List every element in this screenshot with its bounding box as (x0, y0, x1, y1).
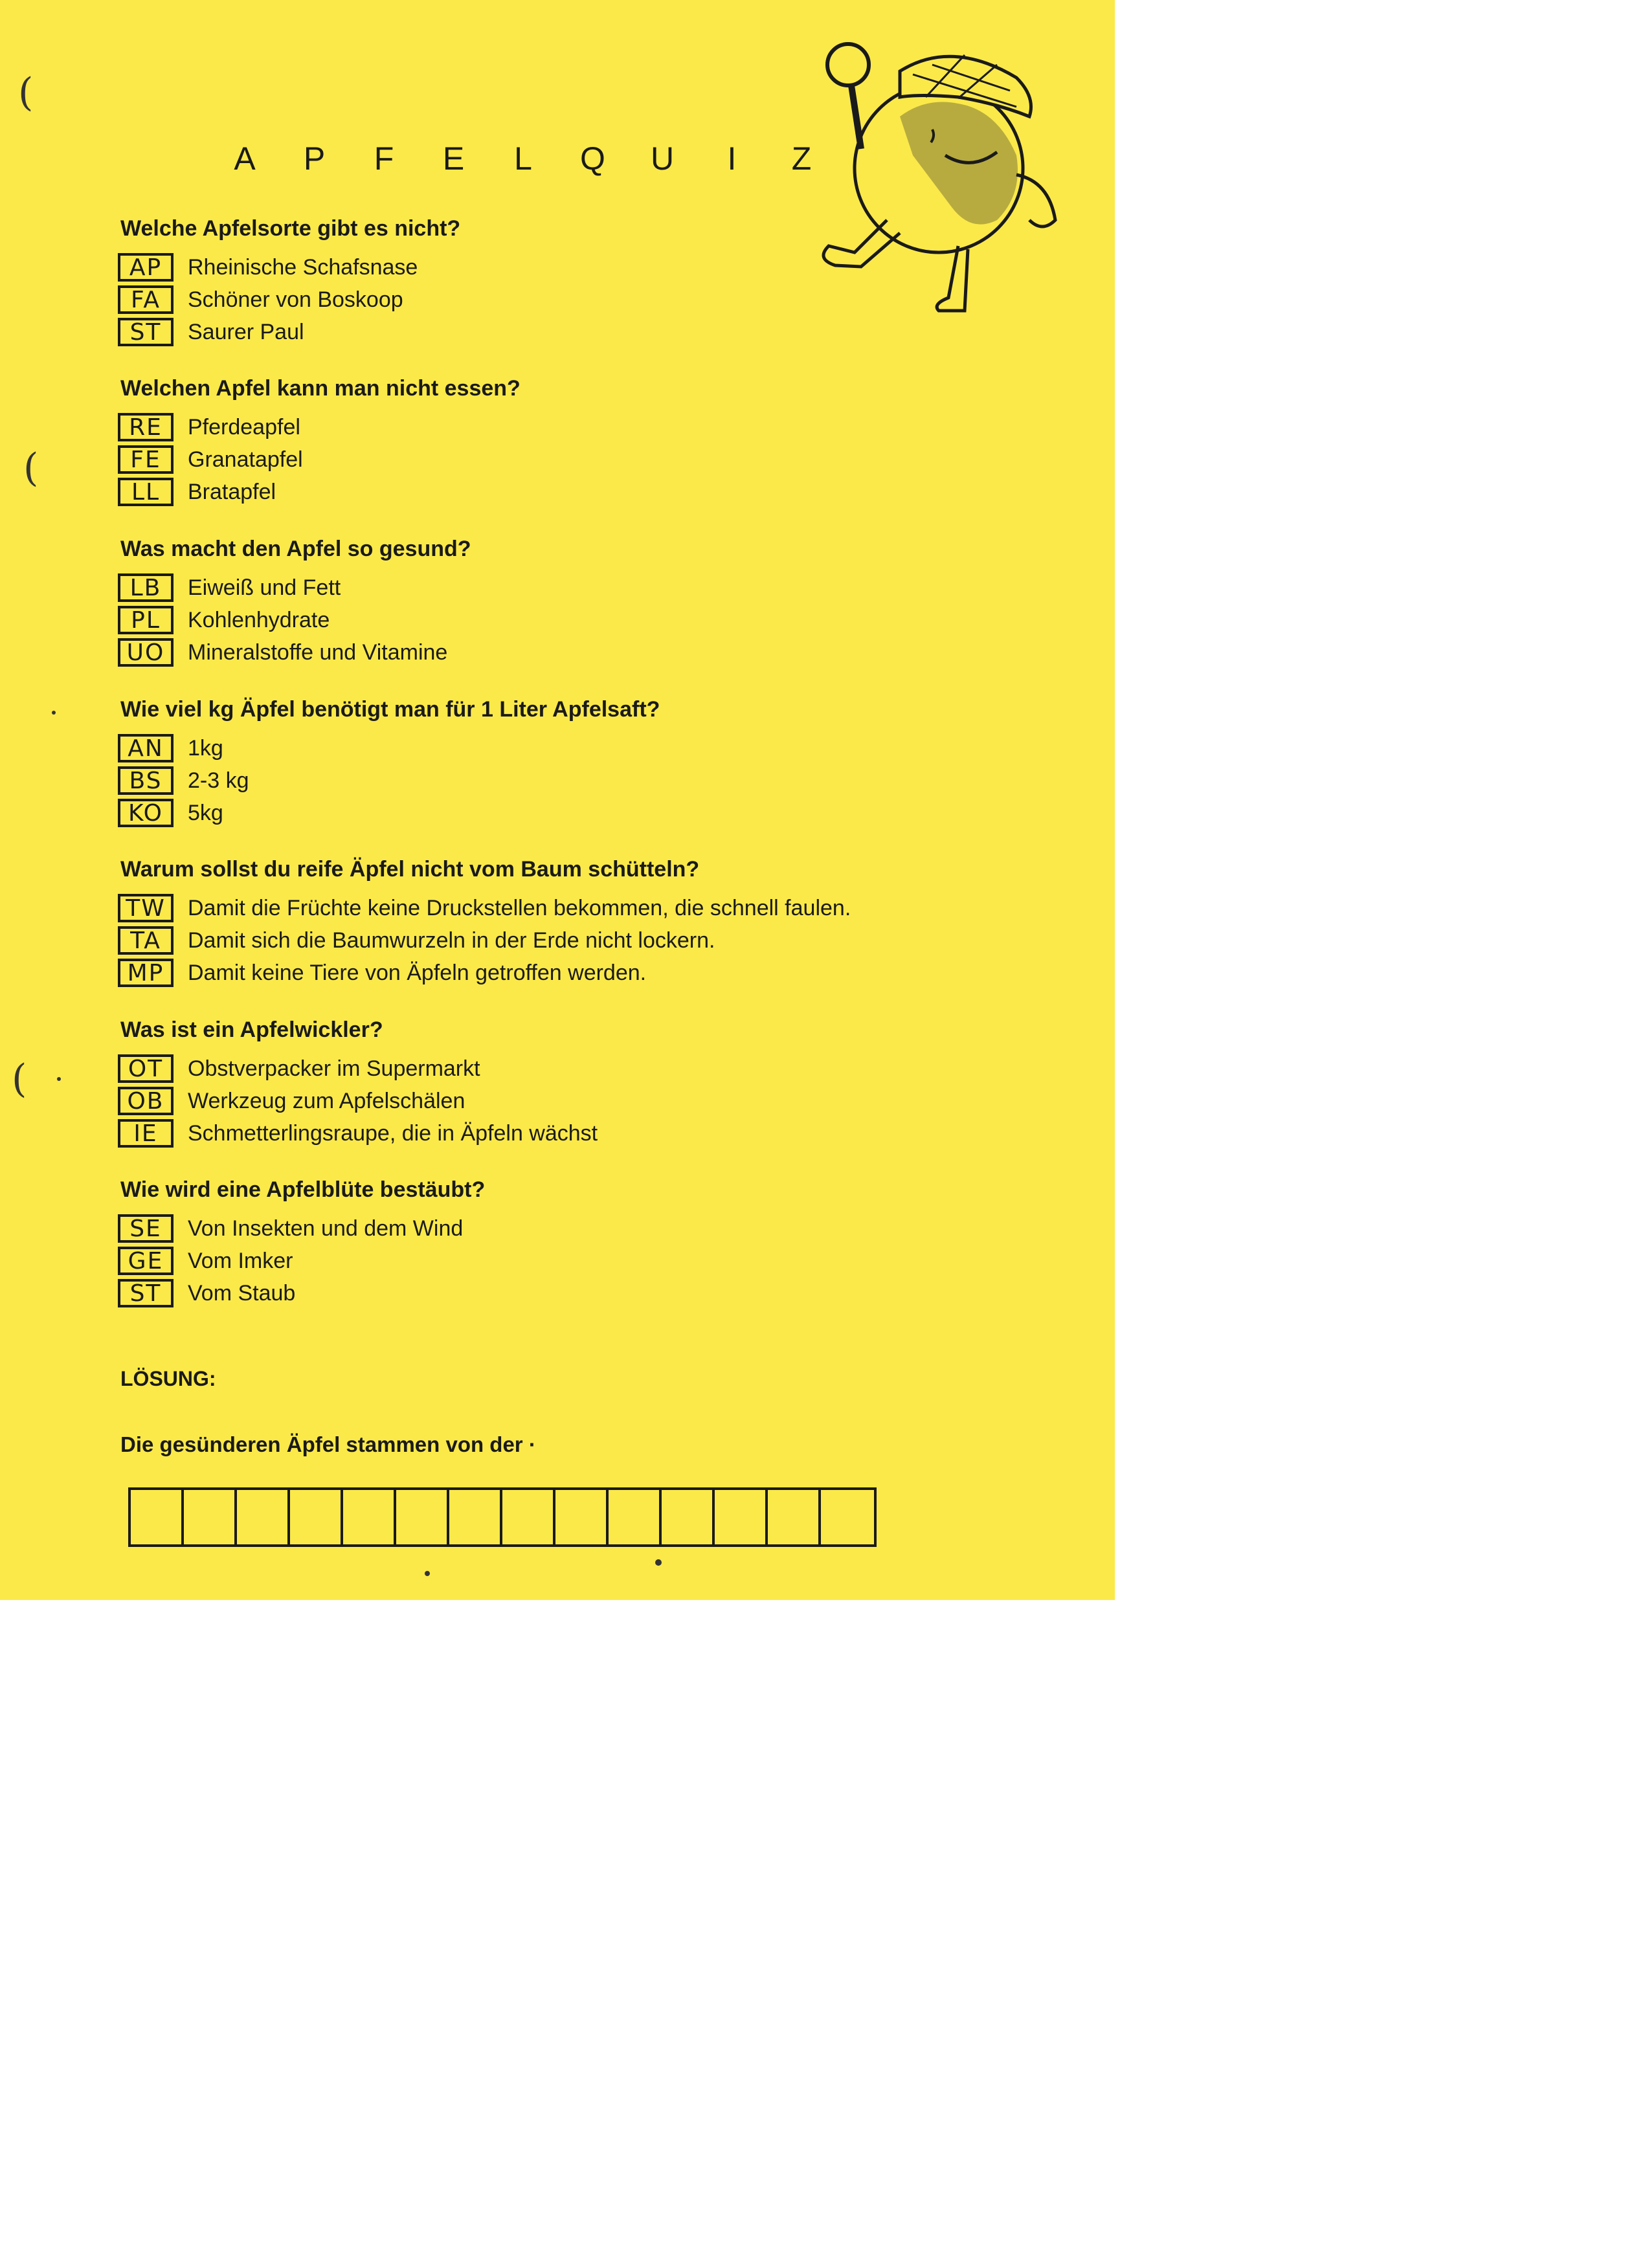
answer-code-box: RE (118, 413, 174, 441)
answer-option (118, 732, 249, 764)
answer-code-box: AN (118, 734, 174, 762)
answer-option (118, 1277, 463, 1309)
answer-code-box: BS (118, 766, 174, 795)
answer-text: 2-3 kg (188, 768, 249, 793)
answer-option (118, 797, 249, 829)
answer-text: Kohlenhydrate (188, 607, 330, 632)
apple-detective-illustration (803, 26, 1088, 324)
answer-text: Vom Staub (188, 1280, 296, 1306)
question-5: Warum sollst du reife Äpfel nicht vom Baum schütteln? (120, 857, 700, 882)
answer-option (118, 572, 447, 604)
answer-list (118, 732, 249, 829)
question-6: Was ist ein Apfelwickler? (120, 1017, 383, 1042)
answer-text: Saurer Paul (188, 319, 304, 344)
answer-code-box: AP (118, 253, 174, 282)
answer-text: Damit sich die Baumwurzeln in der Erde nicht lockern. (188, 928, 715, 953)
answer-option (118, 284, 418, 316)
answer-code-box: IE (118, 1119, 174, 1148)
answer-text: Schöner von Boskoop (188, 287, 403, 312)
answer-code-box: FA (118, 285, 174, 314)
answer-code-box: TW (118, 894, 174, 922)
answer-text: 1kg (188, 735, 223, 761)
solution-letter-box[interactable] (821, 1490, 874, 1544)
solution-letter-box[interactable] (662, 1490, 715, 1544)
solution-letter-box[interactable] (343, 1490, 396, 1544)
answer-option (118, 443, 303, 476)
solution-label: LÖSUNG: (120, 1367, 216, 1390)
answer-text: Obstverpacker im Supermarkt (188, 1056, 480, 1081)
title-letter: F (374, 140, 394, 177)
scan-mark-left-bottom: ( (12, 1056, 27, 1102)
question-7: Wie wird eine Apfelblüte bestäubt? (120, 1177, 486, 1202)
answer-option (118, 476, 303, 508)
solution-letter-box[interactable] (237, 1490, 290, 1544)
answer-text: Vom Imker (188, 1248, 293, 1273)
scan-dot (52, 711, 56, 715)
answer-text: Damit keine Tiere von Äpfeln getroffen werden. (188, 960, 647, 985)
question-4: Wie viel kg Äpfel benötigt man für 1 Liter Apfelsaft? (120, 697, 660, 722)
answer-code-box: OB (118, 1087, 174, 1115)
answer-text: Damit die Früchte keine Druckstellen bekommen, die schnell faulen. (188, 895, 851, 920)
answer-option (118, 411, 303, 443)
solution-letter-box[interactable] (131, 1490, 184, 1544)
answer-text: 5kg (188, 800, 223, 825)
answer-code-box: KO (118, 799, 174, 827)
answer-code-box: SE (118, 1214, 174, 1243)
scan-dot (425, 1571, 430, 1576)
answer-code-box: UO (118, 638, 174, 667)
answer-text: Bratapfel (188, 479, 276, 504)
answer-option (118, 316, 418, 348)
answer-option (118, 604, 447, 636)
title-letter: A (234, 140, 256, 177)
page-title (225, 140, 821, 177)
solution-letter-box[interactable] (184, 1490, 237, 1544)
answer-option (118, 1212, 463, 1245)
answer-text: Werkzeug zum Apfelschälen (188, 1088, 465, 1113)
answer-list (118, 251, 418, 348)
solution-letter-box[interactable] (396, 1490, 449, 1544)
title-letter: Q (580, 140, 605, 177)
answer-option (118, 924, 851, 957)
question-1: Welche Apfelsorte gibt es nicht? (120, 216, 461, 241)
answer-list (118, 411, 303, 508)
title-letter: Z (791, 140, 812, 177)
answer-text: Mineralstoffe und Vitamine (188, 639, 448, 665)
answer-code-box: LB (118, 573, 174, 602)
solution-letter-box[interactable] (609, 1490, 662, 1544)
solution-sentence-text: Die gesünderen Äpfel stammen von der (120, 1432, 523, 1456)
title-letter: I (727, 140, 737, 177)
answer-code-box: LL (118, 478, 174, 506)
scan-dot (57, 1077, 61, 1081)
solution-letter-box[interactable] (715, 1490, 768, 1544)
answer-code-box: FE (118, 445, 174, 474)
answer-code-box: GE (118, 1247, 174, 1275)
answer-text: Rheinische Schafsnase (188, 254, 418, 280)
answer-code-box: MP (118, 959, 174, 987)
answer-code-box: TA (118, 926, 174, 955)
answer-code-box: PL (118, 606, 174, 634)
answer-list (118, 1052, 598, 1150)
solution-letter-box[interactable] (555, 1490, 609, 1544)
title-letter: L (514, 140, 532, 177)
question-2: Welchen Apfel kann man nicht essen? (120, 376, 521, 401)
solution-letter-box[interactable] (449, 1490, 502, 1544)
title-letter: P (303, 140, 326, 177)
scan-dot (655, 1559, 662, 1566)
answer-option (118, 636, 447, 669)
answer-option (118, 251, 418, 284)
answer-option (118, 1052, 598, 1085)
solution-sentence: Die gesünderen Äpfel stammen von der · (120, 1432, 536, 1456)
question-3: Was macht den Apfel so gesund? (120, 537, 471, 561)
answer-option (118, 764, 249, 797)
answer-text: Schmetterlingsraupe, die in Äpfeln wächst (188, 1120, 598, 1146)
scan-mark-left-middle: ( (23, 445, 39, 491)
solution-letter-box[interactable] (768, 1490, 821, 1544)
answer-option (118, 957, 851, 989)
answer-list (118, 572, 447, 669)
answer-text: Granatapfel (188, 447, 303, 472)
title-letter: U (650, 140, 675, 177)
answer-list (118, 1212, 463, 1309)
solution-boxes (128, 1487, 877, 1547)
answer-text: Pferdeapfel (188, 414, 300, 439)
answer-code-box: ST (118, 1279, 174, 1307)
answer-list (118, 892, 851, 989)
solution-letter-box[interactable] (502, 1490, 555, 1544)
answer-option (118, 1245, 463, 1277)
answer-option (118, 892, 851, 924)
answer-code-box: ST (118, 318, 174, 346)
scan-mark-left-top: ( (18, 70, 34, 115)
answer-option (118, 1117, 598, 1150)
quiz-sheet (0, 0, 1115, 1600)
answer-option (118, 1085, 598, 1117)
answer-code-box: OT (118, 1054, 174, 1083)
solution-letter-box[interactable] (290, 1490, 343, 1544)
title-letter: E (442, 140, 465, 177)
answer-text: Eiweiß und Fett (188, 575, 341, 600)
answer-text: Von Insekten und dem Wind (188, 1216, 464, 1241)
